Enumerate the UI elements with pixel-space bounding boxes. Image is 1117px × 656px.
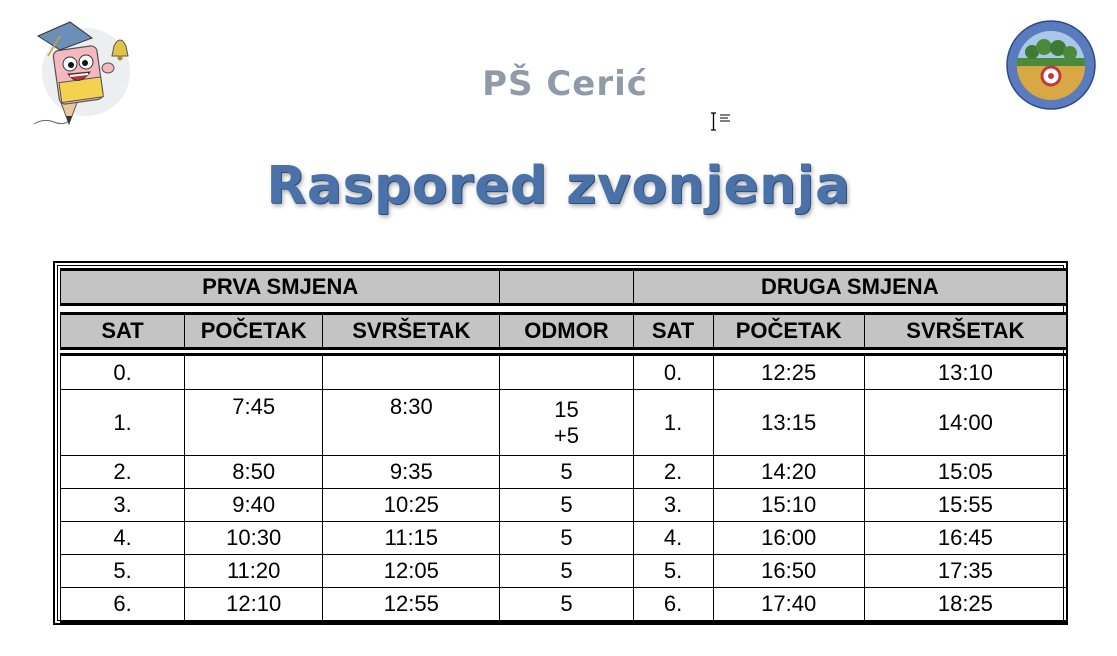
end-time-second: 13:10: [864, 356, 1066, 390]
shift-header-table: [60, 270, 1067, 304]
period-number-second: 1.: [633, 390, 713, 456]
break-minutes: [500, 522, 633, 555]
text-cursor-icon: [709, 112, 735, 132]
start-time-first: 12:10: [185, 588, 323, 621]
start-time-first: 11:20: [185, 555, 323, 588]
period-number-second: 4.: [633, 522, 713, 555]
period-number-first: 1.: [61, 390, 185, 456]
period-number-second: 2.: [633, 456, 713, 489]
schedule-row: [61, 390, 1067, 456]
break-minutes-extra: +5: [553, 422, 580, 448]
end-time-second: 15:55: [864, 489, 1066, 522]
end-time-first: 10:25: [323, 489, 500, 522]
col-header-end-1: SVRŠETAK: [323, 315, 500, 348]
col-header-sat-1: SAT: [61, 315, 185, 348]
period-number-second: 6.: [633, 588, 713, 621]
school-emblem-icon: [1006, 20, 1096, 110]
start-time-first: 7:45: [185, 390, 323, 456]
start-time-second: 12:25: [713, 356, 864, 390]
break-minutes-value: 5: [560, 459, 573, 484]
shift-header-band: [60, 268, 1067, 306]
break-minutes: [500, 489, 633, 522]
break-minutes-value: 5: [560, 492, 573, 517]
start-time-second: 14:20: [713, 456, 864, 489]
break-minutes-value: 15: [554, 396, 579, 422]
start-time-second: 13:15: [713, 390, 864, 456]
break-minutes: [500, 456, 633, 489]
start-time-first: 10:30: [185, 522, 323, 555]
start-time-second: 17:40: [713, 588, 864, 621]
end-time-second: 15:05: [864, 456, 1066, 489]
start-time-first: [185, 356, 323, 390]
schedule-row: [61, 588, 1067, 621]
end-time-first: [323, 356, 500, 390]
end-time-second: 16:45: [864, 522, 1066, 555]
col-header-end-2: SVRŠETAK: [864, 315, 1066, 348]
col-header-sat-2: SAT: [633, 315, 713, 348]
column-header-table: [60, 314, 1067, 348]
break-minutes-value: 5: [560, 591, 573, 616]
pencil-mascot-icon: [30, 14, 130, 132]
period-number-first: 0.: [61, 356, 185, 390]
end-time-second: 18:25: [864, 588, 1066, 621]
break-minutes: [500, 390, 633, 456]
page-title: Raspored zvonjenja: [266, 156, 851, 216]
column-header-row: [61, 315, 1067, 348]
period-number-first: 2.: [61, 456, 185, 489]
start-time-second: 16:00: [713, 522, 864, 555]
schedule-row: [61, 522, 1067, 555]
shift-header-first: PRVA SMJENA: [61, 271, 500, 304]
period-number-second: 0.: [633, 356, 713, 390]
school-name: PŠ Cerić: [482, 64, 648, 104]
schedule-row: [61, 356, 1067, 390]
break-minutes: [500, 356, 633, 390]
end-time-second: 17:35: [864, 555, 1066, 588]
end-time-first: 12:55: [323, 588, 500, 621]
start-time-first: 9:40: [185, 489, 323, 522]
col-header-start-1: POČETAK: [185, 315, 323, 348]
shift-header-middle: [500, 271, 633, 304]
end-time-first: 12:05: [323, 555, 500, 588]
col-header-break: ODMOR: [500, 315, 633, 348]
schedule-row: [61, 489, 1067, 522]
period-number-first: 4.: [61, 522, 185, 555]
end-time-second: 14:00: [864, 390, 1066, 456]
shift-header-second: DRUGA SMJENA: [633, 271, 1066, 304]
column-header-band: [60, 312, 1067, 350]
schedule-body-table: [60, 355, 1067, 621]
schedule-row: [61, 456, 1067, 489]
period-number-second: 3.: [633, 489, 713, 522]
end-time-first: 11:15: [323, 522, 500, 555]
col-header-start-2: POČETAK: [713, 315, 864, 348]
end-time-first: 8:30: [323, 390, 500, 456]
break-minutes: [500, 588, 633, 621]
break-minutes: [500, 555, 633, 588]
schedule-body-band: [60, 353, 1067, 623]
start-time-second: 15:10: [713, 489, 864, 522]
start-time-first: 8:50: [185, 456, 323, 489]
start-time-second: 16:50: [713, 555, 864, 588]
period-number-first: 6.: [61, 588, 185, 621]
break-minutes-value: 5: [560, 525, 573, 550]
break-minutes-value: 5: [560, 558, 573, 583]
period-number-first: 3.: [61, 489, 185, 522]
shift-header-row: [61, 271, 1067, 304]
period-number-first: 5.: [61, 555, 185, 588]
end-time-first: 9:35: [323, 456, 500, 489]
schedule-row: [61, 555, 1067, 588]
period-number-second: 5.: [633, 555, 713, 588]
